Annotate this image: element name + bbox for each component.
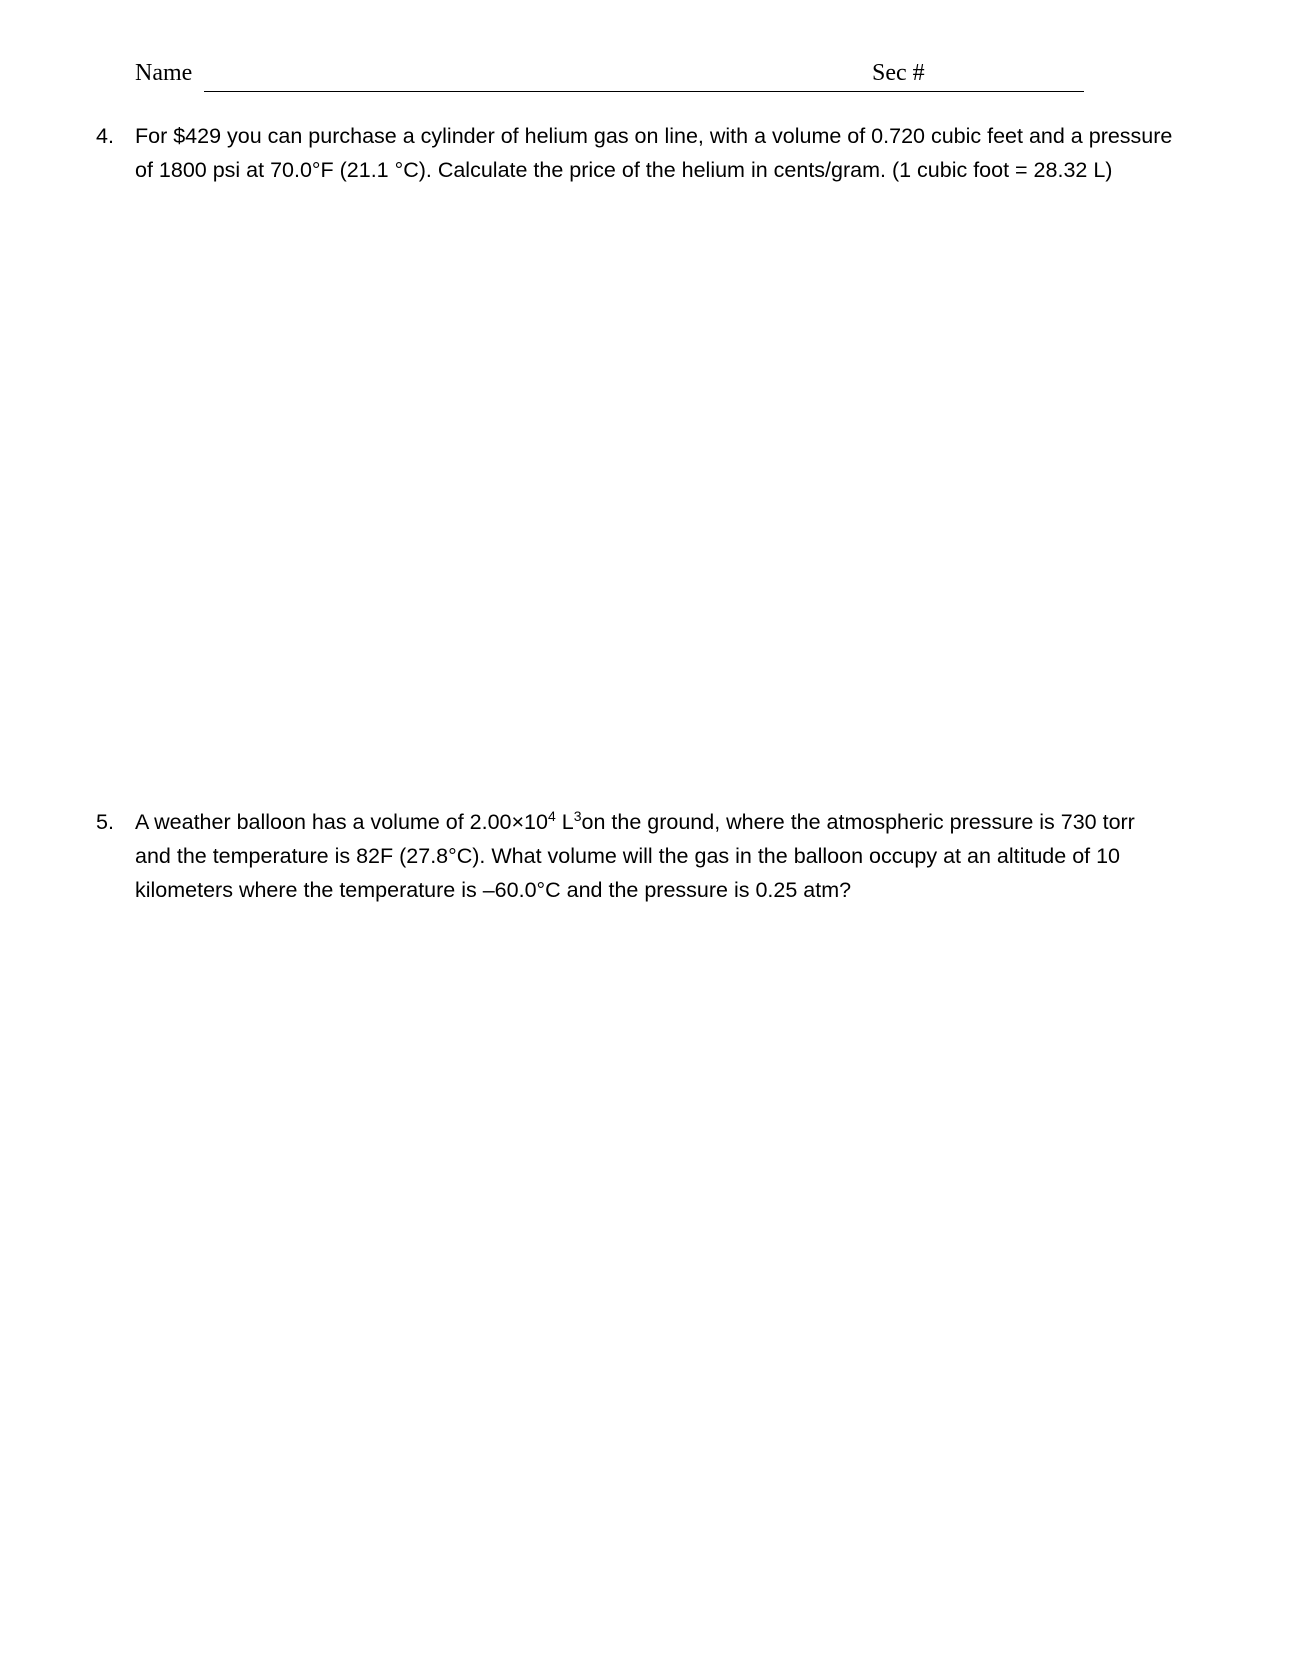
section-blank-line xyxy=(927,91,1084,92)
question-5 xyxy=(96,805,1176,907)
exponent: 4 xyxy=(547,807,556,824)
question-number: 5. xyxy=(96,810,114,834)
question-text xyxy=(135,805,1176,907)
worksheet-header xyxy=(135,60,1085,96)
name-blank-line xyxy=(204,91,993,92)
question-number: 4. xyxy=(96,124,114,148)
section-label: Sec # xyxy=(872,60,925,86)
exponent: 3 xyxy=(573,807,582,824)
question-text: For $429 you can purchase a cylinder of helium gas on line, with a volume of 0.720 cubic feet and a pressure of 1800 psi at 70.0°F (21.1 °C). Calculate the price of the helium in cents/gram. (1 cubic foot = 28.32 L) xyxy=(135,124,1173,182)
question-4 xyxy=(96,119,1176,187)
name-label: Name xyxy=(135,60,193,86)
question-text-part: A weather balloon has a volume of 2.00×10 xyxy=(135,810,548,834)
question-text-part: L xyxy=(555,810,574,834)
question-text-part: on the ground, where the atmospheric pressure is 730 torr and the temperature is 82F (27.8°C). What volume will the gas in the balloon occupy at an altitude of 10 kilometers where the temperature is –60.0°C and the pressure is 0.25 atm? xyxy=(135,810,1135,902)
